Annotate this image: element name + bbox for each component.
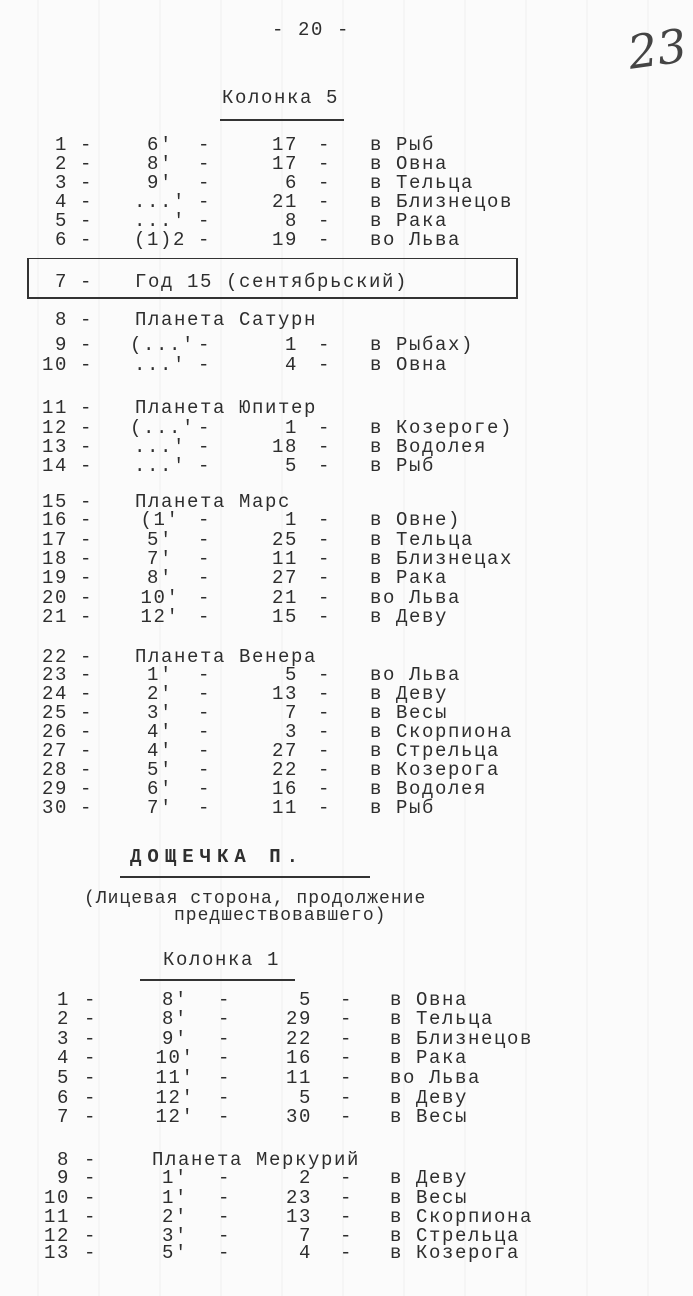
dash: - xyxy=(198,417,212,439)
zodiac-sign: в Деву xyxy=(390,1167,469,1189)
dash: - xyxy=(340,1028,354,1050)
dash: - xyxy=(84,1047,98,1069)
day-value: 5 xyxy=(298,989,312,1011)
degree-value: 6' xyxy=(146,134,173,156)
dash: - xyxy=(80,646,94,668)
zodiac-sign: в Стрельца xyxy=(390,1225,521,1247)
day-value: 13 xyxy=(285,1206,312,1228)
tablet-title: ДОЩЕЧКА П. xyxy=(130,846,305,868)
day-value: 3 xyxy=(284,721,298,743)
dash: - xyxy=(340,1106,354,1128)
degree-value: (1' xyxy=(140,509,180,531)
row-number: 10 xyxy=(41,354,68,376)
degree-value: 7' xyxy=(146,548,173,570)
row-number: 22 xyxy=(41,646,68,668)
row-number: 20 xyxy=(41,587,68,609)
dash: - xyxy=(198,797,212,819)
dash: - xyxy=(80,702,94,724)
dash: - xyxy=(318,529,332,551)
zodiac-sign: в Стрельца xyxy=(370,740,501,762)
day-value: 29 xyxy=(285,1008,312,1030)
zodiac-sign: в Тельца xyxy=(370,172,475,194)
dash: - xyxy=(198,210,212,232)
page-number: - 20 - xyxy=(272,19,351,41)
zodiac-sign: в Водолея xyxy=(370,778,488,800)
dash: - xyxy=(218,1206,232,1228)
dash: - xyxy=(80,778,94,800)
zodiac-sign: в Рака xyxy=(370,567,449,589)
day-value: 8 xyxy=(284,210,298,232)
day-value: 11 xyxy=(271,548,298,570)
dash: - xyxy=(198,567,212,589)
degree-value: (...' xyxy=(130,334,196,356)
dash: - xyxy=(198,354,212,376)
dash: - xyxy=(80,153,94,175)
dash: - xyxy=(340,989,354,1011)
zodiac-sign: в Тельца xyxy=(390,1008,495,1030)
zodiac-sign: в Деву xyxy=(370,606,449,628)
dash: - xyxy=(80,797,94,819)
zodiac-sign: в Рыб xyxy=(370,797,436,819)
row-number: 27 xyxy=(41,740,68,762)
day-value: 4 xyxy=(284,354,298,376)
dash: - xyxy=(198,229,212,251)
zodiac-sign: в Овна xyxy=(370,153,449,175)
zodiac-sign: в Весы xyxy=(370,702,449,724)
row-number: 6 xyxy=(56,1087,70,1109)
dash: - xyxy=(84,1149,98,1171)
day-value: 27 xyxy=(271,740,298,762)
zodiac-sign: в Рака xyxy=(370,210,449,232)
degree-value: ...' xyxy=(133,191,186,213)
degree-value: 8' xyxy=(161,989,188,1011)
dash: - xyxy=(80,740,94,762)
degree-value: ...' xyxy=(133,436,186,458)
row-number: 13 xyxy=(41,436,68,458)
degree-value: 3' xyxy=(146,702,173,724)
year-label: Год 15 (сентябрьский) xyxy=(135,271,409,293)
zodiac-sign: в Близнецов xyxy=(370,191,514,213)
dash: - xyxy=(80,397,94,419)
zodiac-sign: в Рака xyxy=(390,1047,469,1069)
dash: - xyxy=(340,1242,354,1264)
zodiac-sign: в Весы xyxy=(390,1106,469,1128)
handwritten-folio-number: 23 xyxy=(624,18,691,80)
zodiac-sign: в Весы xyxy=(390,1187,469,1209)
dash: - xyxy=(218,1087,232,1109)
dash: - xyxy=(198,721,212,743)
zodiac-sign: во Льва xyxy=(370,664,462,686)
dash: - xyxy=(198,334,212,356)
dash: - xyxy=(80,309,94,331)
day-value: 7 xyxy=(284,702,298,724)
row-number: 11 xyxy=(41,397,68,419)
row-number: 19 xyxy=(41,567,68,589)
day-value: 7 xyxy=(298,1225,312,1247)
dash: - xyxy=(84,1167,98,1189)
dash: - xyxy=(80,417,94,439)
day-value: 17 xyxy=(271,153,298,175)
zodiac-sign: в Рыб xyxy=(370,134,436,156)
degree-value: 11' xyxy=(155,1067,195,1089)
row-number: 14 xyxy=(41,455,68,477)
day-value: 6 xyxy=(284,172,298,194)
dash: - xyxy=(198,436,212,458)
row-number: 12 xyxy=(43,1225,70,1247)
dash: - xyxy=(318,134,332,156)
dash: - xyxy=(318,587,332,609)
dash: - xyxy=(198,702,212,724)
dash: - xyxy=(80,210,94,232)
tablet-subtitle-line2: предшествовавшего) xyxy=(174,906,387,926)
row-number: 9 xyxy=(56,1167,70,1189)
dash: - xyxy=(198,759,212,781)
dash: - xyxy=(318,702,332,724)
day-value: 25 xyxy=(271,529,298,551)
dash: - xyxy=(80,664,94,686)
dash: - xyxy=(80,491,94,513)
zodiac-sign: в Козерога xyxy=(370,759,501,781)
degree-value: 4' xyxy=(146,740,173,762)
day-value: 16 xyxy=(285,1047,312,1069)
dash: - xyxy=(318,334,332,356)
tablet-subtitle-line1: (Лицевая сторона, продолжение xyxy=(84,889,427,909)
dash: - xyxy=(218,1028,232,1050)
dash: - xyxy=(80,567,94,589)
day-value: 22 xyxy=(271,759,298,781)
degree-value: 5' xyxy=(146,529,173,551)
dash: - xyxy=(80,436,94,458)
row-number: 9 xyxy=(54,334,68,356)
day-value: 21 xyxy=(271,191,298,213)
degree-value: (1)2 xyxy=(133,229,186,251)
dash: - xyxy=(318,436,332,458)
day-value: 2 xyxy=(298,1167,312,1189)
row-number: 2 xyxy=(56,1008,70,1030)
row-number: 7 xyxy=(56,1106,70,1128)
dash: - xyxy=(340,1047,354,1069)
degree-value: 8' xyxy=(146,567,173,589)
day-value: 27 xyxy=(271,567,298,589)
dash: - xyxy=(80,229,94,251)
dash: - xyxy=(218,1047,232,1069)
dash: - xyxy=(198,455,212,477)
day-value: 1 xyxy=(284,509,298,531)
dash: - xyxy=(198,606,212,628)
zodiac-sign: в Скорпиона xyxy=(370,721,514,743)
day-value: 15 xyxy=(271,606,298,628)
degree-value: 2' xyxy=(161,1206,188,1228)
zodiac-sign: в Скорпиона xyxy=(390,1206,534,1228)
dash: - xyxy=(218,1106,232,1128)
row-number: 21 xyxy=(41,606,68,628)
dash: - xyxy=(84,1067,98,1089)
dash: - xyxy=(318,759,332,781)
dash: - xyxy=(318,210,332,232)
degree-value: 9' xyxy=(161,1028,188,1050)
dash: - xyxy=(84,1206,98,1228)
row-number: 11 xyxy=(43,1206,70,1228)
planet-label: Планета Сатурн xyxy=(135,309,318,331)
dash: - xyxy=(80,529,94,551)
dash: - xyxy=(84,1008,98,1030)
dash: - xyxy=(318,509,332,531)
zodiac-sign: во Льва xyxy=(370,229,462,251)
row-number: 16 xyxy=(41,509,68,531)
dash: - xyxy=(318,191,332,213)
row-number: 6 xyxy=(54,229,68,251)
row-number: 28 xyxy=(41,759,68,781)
dash: - xyxy=(218,1008,232,1030)
degree-value: 3' xyxy=(161,1225,188,1247)
row-number: 10 xyxy=(43,1187,70,1209)
dash: - xyxy=(318,778,332,800)
planet-label: Планета Меркурий xyxy=(152,1149,361,1171)
zodiac-sign: в Козерога xyxy=(390,1242,521,1264)
dash: - xyxy=(80,172,94,194)
dash: - xyxy=(80,548,94,570)
day-value: 4 xyxy=(298,1242,312,1264)
dash: - xyxy=(80,134,94,156)
zodiac-sign: в Близнецов xyxy=(390,1028,534,1050)
dash: - xyxy=(80,354,94,376)
planet-label: Планета Венера xyxy=(135,646,318,668)
degree-value: 4' xyxy=(146,721,173,743)
row-number: 4 xyxy=(56,1047,70,1069)
degree-value: 6' xyxy=(146,778,173,800)
row-number: 12 xyxy=(41,417,68,439)
dash: - xyxy=(318,548,332,570)
dash: - xyxy=(84,1187,98,1209)
row-number: 4 xyxy=(54,191,68,213)
dash: - xyxy=(198,134,212,156)
degree-value: 10' xyxy=(155,1047,195,1069)
dash: - xyxy=(340,1206,354,1228)
dash: - xyxy=(198,509,212,531)
dash: - xyxy=(198,153,212,175)
dash: - xyxy=(318,797,332,819)
dash: - xyxy=(218,989,232,1011)
title-underline xyxy=(120,876,370,878)
dash: - xyxy=(318,664,332,686)
zodiac-sign: в Тельца xyxy=(370,529,475,551)
dash: - xyxy=(198,740,212,762)
day-value: 1 xyxy=(284,417,298,439)
degree-value: 1' xyxy=(161,1167,188,1189)
dash: - xyxy=(198,529,212,551)
dash: - xyxy=(80,683,94,705)
dash: - xyxy=(84,989,98,1011)
degree-value: 8' xyxy=(161,1008,188,1030)
dash: - xyxy=(198,664,212,686)
zodiac-sign: в Козероге) xyxy=(370,417,514,439)
row-number: 17 xyxy=(41,529,68,551)
column-heading: Колонка 1 xyxy=(163,949,281,971)
day-value: 30 xyxy=(285,1106,312,1128)
dash: - xyxy=(218,1225,232,1247)
degree-value: 7' xyxy=(146,797,173,819)
dash: - xyxy=(340,1067,354,1089)
day-value: 21 xyxy=(271,587,298,609)
dash: - xyxy=(318,417,332,439)
dash: - xyxy=(318,683,332,705)
dash: - xyxy=(318,172,332,194)
zodiac-sign: в Водолея xyxy=(370,436,488,458)
dash: - xyxy=(340,1225,354,1247)
day-value: 23 xyxy=(285,1187,312,1209)
dash: - xyxy=(198,191,212,213)
day-value: 5 xyxy=(284,664,298,686)
heading-underline xyxy=(140,979,295,981)
column-heading: Колонка 5 xyxy=(222,87,340,109)
row-number: 1 xyxy=(54,134,68,156)
dash: - xyxy=(80,455,94,477)
day-value: 17 xyxy=(271,134,298,156)
row-number: 15 xyxy=(41,491,68,513)
dash: - xyxy=(84,1087,98,1109)
zodiac-sign: в Овна xyxy=(390,989,469,1011)
dash: - xyxy=(218,1187,232,1209)
dash: - xyxy=(318,153,332,175)
day-value: 1 xyxy=(284,334,298,356)
degree-value: 12' xyxy=(155,1087,195,1109)
row-number: 8 xyxy=(54,309,68,331)
row-number: 18 xyxy=(41,548,68,570)
dash: - xyxy=(340,1167,354,1189)
dash: - xyxy=(198,548,212,570)
degree-value: ...' xyxy=(133,210,186,232)
dash: - xyxy=(340,1187,354,1209)
row-number: 2 xyxy=(54,153,68,175)
dash: - xyxy=(198,172,212,194)
zodiac-sign: во Льва xyxy=(390,1067,482,1089)
zodiac-sign: во Льва xyxy=(370,587,462,609)
degree-value: 12' xyxy=(155,1106,195,1128)
row-number: 5 xyxy=(56,1067,70,1089)
day-value: 11 xyxy=(271,797,298,819)
degree-value: 1' xyxy=(161,1187,188,1209)
dash: - xyxy=(80,759,94,781)
dash: - xyxy=(340,1008,354,1030)
dash: - xyxy=(218,1067,232,1089)
dash: - xyxy=(318,354,332,376)
dash: - xyxy=(198,587,212,609)
row-number: 1 xyxy=(56,989,70,1011)
zodiac-sign: в Овна xyxy=(370,354,449,376)
dash: - xyxy=(318,721,332,743)
zodiac-sign: в Овне) xyxy=(370,509,462,531)
dash: - xyxy=(80,509,94,531)
dash: - xyxy=(80,271,94,293)
zodiac-sign: в Деву xyxy=(390,1087,469,1109)
dash: - xyxy=(80,606,94,628)
dash: - xyxy=(80,587,94,609)
row-number: 25 xyxy=(41,702,68,724)
degree-value: 5' xyxy=(146,759,173,781)
dash: - xyxy=(318,740,332,762)
dash: - xyxy=(84,1225,98,1247)
day-value: 16 xyxy=(271,778,298,800)
planet-label: Планета Юпитер xyxy=(135,397,318,419)
dash: - xyxy=(80,334,94,356)
day-value: 5 xyxy=(284,455,298,477)
day-value: 11 xyxy=(285,1067,312,1089)
degree-value: (...' xyxy=(130,417,196,439)
zodiac-sign: в Деву xyxy=(370,683,449,705)
zodiac-sign: в Близнецах xyxy=(370,548,514,570)
row-number: 26 xyxy=(41,721,68,743)
dash: - xyxy=(198,683,212,705)
row-number: 13 xyxy=(43,1242,70,1264)
day-value: 22 xyxy=(285,1028,312,1050)
row-number: 5 xyxy=(54,210,68,232)
dash: - xyxy=(80,191,94,213)
row-number: 29 xyxy=(41,778,68,800)
dash: - xyxy=(218,1242,232,1264)
row-number: 3 xyxy=(54,172,68,194)
degree-value: 1' xyxy=(146,664,173,686)
dash: - xyxy=(318,567,332,589)
dash: - xyxy=(84,1106,98,1128)
dash: - xyxy=(340,1087,354,1109)
degree-value: 5' xyxy=(161,1242,188,1264)
dash: - xyxy=(218,1167,232,1189)
dash: - xyxy=(318,455,332,477)
day-value: 13 xyxy=(271,683,298,705)
day-value: 18 xyxy=(271,436,298,458)
dash: - xyxy=(198,778,212,800)
row-number: 23 xyxy=(41,664,68,686)
day-value: 5 xyxy=(298,1087,312,1109)
day-value: 19 xyxy=(271,229,298,251)
degree-value: 2' xyxy=(146,683,173,705)
row-number: 30 xyxy=(41,797,68,819)
planet-label: Планета Марс xyxy=(135,491,292,513)
degree-value: ...' xyxy=(133,354,186,376)
dash: - xyxy=(318,606,332,628)
heading-underline xyxy=(220,119,344,121)
dash: - xyxy=(318,229,332,251)
row-number: 3 xyxy=(56,1028,70,1050)
row-number: 8 xyxy=(56,1149,70,1171)
zodiac-sign: в Рыбах) xyxy=(370,334,475,356)
dash: - xyxy=(84,1028,98,1050)
degree-value: 10' xyxy=(140,587,180,609)
degree-value: ...' xyxy=(133,455,186,477)
dash: - xyxy=(80,721,94,743)
dash: - xyxy=(84,1242,98,1264)
degree-value: 12' xyxy=(140,606,180,628)
row-number: 24 xyxy=(41,683,68,705)
degree-value: 9' xyxy=(146,172,173,194)
zodiac-sign: в Рыб xyxy=(370,455,436,477)
degree-value: 8' xyxy=(146,153,173,175)
row-number: 7 xyxy=(54,271,68,293)
